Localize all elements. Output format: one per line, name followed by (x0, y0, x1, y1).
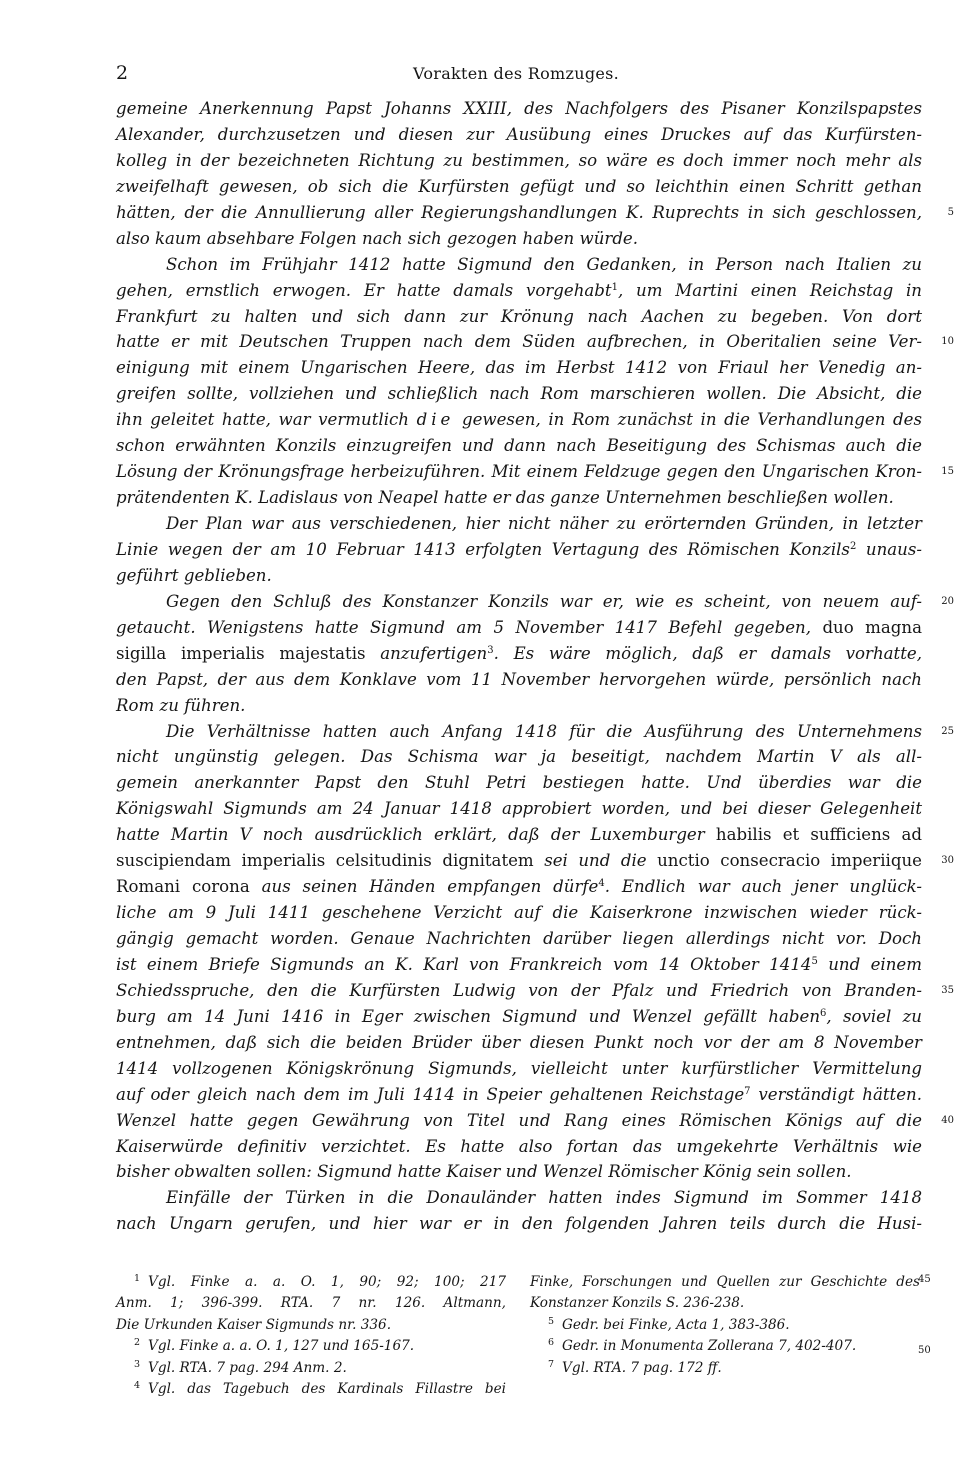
paragraph-start: Gegen den Schluß des Konstanzer Konzils war er, wie es scheint, von neuem auf- 20 (116, 589, 922, 615)
line-number: 25 (941, 725, 954, 737)
footnote-7: $^7$ Vgl. RTA. 7 pag. 172 ff. (548, 1358, 722, 1376)
text-line: hatte Martin V noch ausdrücklich erklärt, daß der Luxemburger habilis et sufficiens ad (116, 825, 922, 845)
text-line: suscipiendam imperialis celsitudinis dignitatem sei und die unctio consecracio imperiique 30 (116, 848, 922, 874)
text-line: einigung mit einem Ungarischen Heere, das im Herbst 1412 von Friaul her Venedig an- (116, 358, 922, 378)
text-line: ihn geleitet hatte, war vermutlich die gewesen, in Rom zunächst in die Verhandlungen des (116, 410, 922, 430)
footnote-6: $^6$ Gedr. in Monumenta Zollerana 7, 402-407. (548, 1337, 857, 1355)
text-line: geführt geblieben. (116, 565, 272, 585)
line-number: 35 (941, 984, 954, 996)
footnote-column-right (530, 1272, 920, 1379)
text-line: gemeine Anerkennung Papst Johanns XXIII, des Nachfolgers des Pisaner Konzilspapstes (116, 99, 922, 118)
text-line: hätten, der die Annullierung aller Regierungshandlungen K. Ruprechts in sich geschlossen, 5 (116, 200, 922, 226)
text-line: 1414 vollzogenen Königskrönung Sigmunds, vielleicht unter kurfürstlicher Vermittelung (116, 1058, 922, 1078)
paragraph-start: Der Plan war aus verschiedenen, hier nicht näher zu erörternden Gründen, in letzter (166, 514, 922, 533)
text-line: Wenzel hatte gegen Gewährung von Titel und Rang eines Römischen Königs auf die 40 (116, 1108, 922, 1134)
text-line: gängig gemacht worden. Genaue Nachrichten darüber liegen allerdings nicht vor. Doch (116, 929, 922, 948)
text-line: Königswahl Sigmunds am 24 Januar 1418 approbiert worden, und bei dieser Gelegenheit (116, 799, 922, 819)
text-line: entnehmen, daß sich die beiden Brüder über diesen Punkt noch vor der am 8 November (116, 1032, 922, 1052)
footnote-5: $^5$ Gedr. bei Finke, Acta 1, 383-386. (548, 1315, 790, 1333)
text-line: zweifelhaft gewesen, ob sich die Kurfürsten gefügt und so leichthin einen Schritt gethan (116, 176, 922, 196)
footnote-ref: 6 (820, 1007, 827, 1019)
text-line: greifen sollte, vollziehen und schließlich nach Rom marschieren wollen. Die Absicht, die (116, 384, 922, 404)
paragraph-start: Schon im Frühjahr 1412 hatte Sigmund den Gedanken, in Person nach Italien zu (166, 254, 922, 274)
footnote-ref: 7 (744, 1085, 751, 1097)
line-number: 30 (941, 855, 954, 867)
text-line: nach Ungarn gerufen, und hier war er in den folgenden Jahren teils durch die Husi- (116, 1214, 922, 1234)
page-number: 2 (116, 62, 129, 84)
footnote-2: $^2$ Vgl. Finke a. a. O. 1, 127 und 165-167. (134, 1337, 415, 1355)
footnote-line: Anm. 1; 396-399. RTA. 7 nr. 126. Altmann, (116, 1295, 506, 1312)
footnote-ref: 3 (487, 644, 494, 656)
text-line: ist einem Briefe Sigmunds an K. Karl von Frankreich vom 14 Oktober 1414$^5$ und einem (116, 954, 922, 974)
footnote-ref: 2 (849, 540, 857, 552)
footnote-3: $^3$ Vgl. RTA. 7 pag. 294 Anm. 2. (134, 1358, 347, 1376)
text-line: getaucht. Wenigstens hatte Sigmund am 5 November 1417 Befehl gegeben, duo magna (116, 617, 922, 637)
text-line: Frankfurt zu halten und sich dann zur Krönung nach Aachen zu begeben. Von dort (116, 306, 922, 326)
text-line: bisher obwalten sollen: Sigmund hatte Kaiser und Wenzel Römischer König sein sollen. (116, 1162, 852, 1182)
spaced-emphasis: die (416, 410, 455, 430)
paragraph-start: Einfälle der Türken in die Donauländer hatten indes Sigmund im Sommer 1418 (166, 1188, 922, 1208)
body-text (116, 96, 954, 1237)
line-number: 5 (947, 206, 954, 218)
text-line: also kaum absehbare Folgen nach sich gezogen haben würde. (116, 228, 639, 248)
text-line: sigilla imperialis majestatis anzufertigen$^3$. Es wäre möglich, daß er damals vorhatte, (116, 643, 922, 663)
text-line: schon erwähnten Konzils einzugreifen und dann nach Beseitigung des Schismas auch die (116, 436, 922, 456)
paragraph-start: Die Verhältnisse hatten auch Anfang 1418 für die Ausführung des Unternehmens 25 (116, 719, 922, 745)
page-header (116, 62, 916, 86)
text-line: Rom zu führen. (116, 695, 246, 715)
text-line: hatte er mit Deutschen Truppen nach dem Süden aufbrechen, in Oberitalien seine Ver- 10 (116, 329, 922, 355)
footnote-line: Finke, Forschungen und Quellen zur Geschichte des (530, 1274, 920, 1290)
text-line: Linie wegen der am 10 Februar 1413 erfolgten Vertagung des Römischen Konzils$^2$ unaus- (116, 539, 922, 559)
text-line: kolleg in der bezeichneten Richtung zu bestimmen, so wäre es doch immer noch mehr als (116, 150, 922, 170)
text-line: burg am 14 Juni 1416 in Eger zwischen Sigmund und Wenzel gefällt haben$^6$, soviel zu (116, 1006, 922, 1026)
footnote-line: Konstanzer Konzils S. 236-238. (530, 1295, 745, 1312)
line-number: 20 (941, 595, 954, 607)
text-line: Schiedsspruche, den die Kurfürsten Ludwig von der Pfalz und Friedrich von Branden- 35 (116, 978, 922, 1004)
footnote-ref: 5 (811, 955, 818, 967)
running-title: Vorakten des Romzuges. (412, 64, 620, 83)
footnote-1: $^1$ Vgl. Finke a. a. O. 1, 90; 92; 100; 217 (134, 1273, 506, 1290)
text-line: Alexander, durchzusetzen und diesen zur Ausübung eines Druckes auf das Kurfürsten- (116, 124, 922, 144)
footnote-line: Die Urkunden Kaiser Sigmunds nr. 336. (116, 1316, 392, 1333)
footnote-column-left (116, 1272, 506, 1400)
text-line: nicht ungünstig gelegen. Das Schisma war ja beseitigt, nachdem Martin V als all- (116, 747, 922, 767)
line-number: 45 (918, 1274, 931, 1285)
line-number: 10 (941, 336, 954, 348)
text-line: gehen, ernstlich erwogen. Er hatte damals vorgehabt$^1$, um Martini einen Reichstag in (116, 280, 922, 300)
text-line: Romani corona aus seinen Händen empfangen dürfe$^4$. Endlich war auch jener unglück- (116, 877, 922, 897)
text-line: auf oder gleich nach dem im Juli 1414 in Speier gehaltenen Reichstage$^7$ verständigt hätten. (116, 1084, 923, 1104)
line-number: 15 (941, 466, 954, 478)
footnote-4: $^4$ Vgl. das Tagebuch des Kardinals Fillastre bei (134, 1379, 506, 1397)
text-line: prätendenten K. Ladislaus von Neapel hatte er das ganze Unternehmen beschließen wollen. (116, 488, 894, 508)
text-line: den Papst, der aus dem Konklave vom 11 November hervorgehen würde, persönlich nach (116, 669, 922, 689)
line-number: 40 (941, 1114, 954, 1126)
line-number: 50 (918, 1345, 931, 1356)
text-line: gemein anerkannter Papst den Stuhl Petri bestiegen hatte. Und überdies war die (116, 773, 922, 793)
footnote-ref: 4 (598, 878, 605, 890)
text-line: Kaiserwürde definitiv verzichtet. Es hatte also fortan das umgekehrte Verhältnis wie (116, 1136, 922, 1156)
footnote-ref: 1 (611, 281, 618, 293)
text-line: Lösung der Krönungsfrage herbeizuführen. Mit einem Feldzuge gegen den Ungarischen Kron- 15 (116, 459, 922, 485)
text-line: liche am 9 Juli 1411 geschehene Verzicht auf die Kaiserkrone inzwischen wieder rück- (116, 903, 922, 923)
